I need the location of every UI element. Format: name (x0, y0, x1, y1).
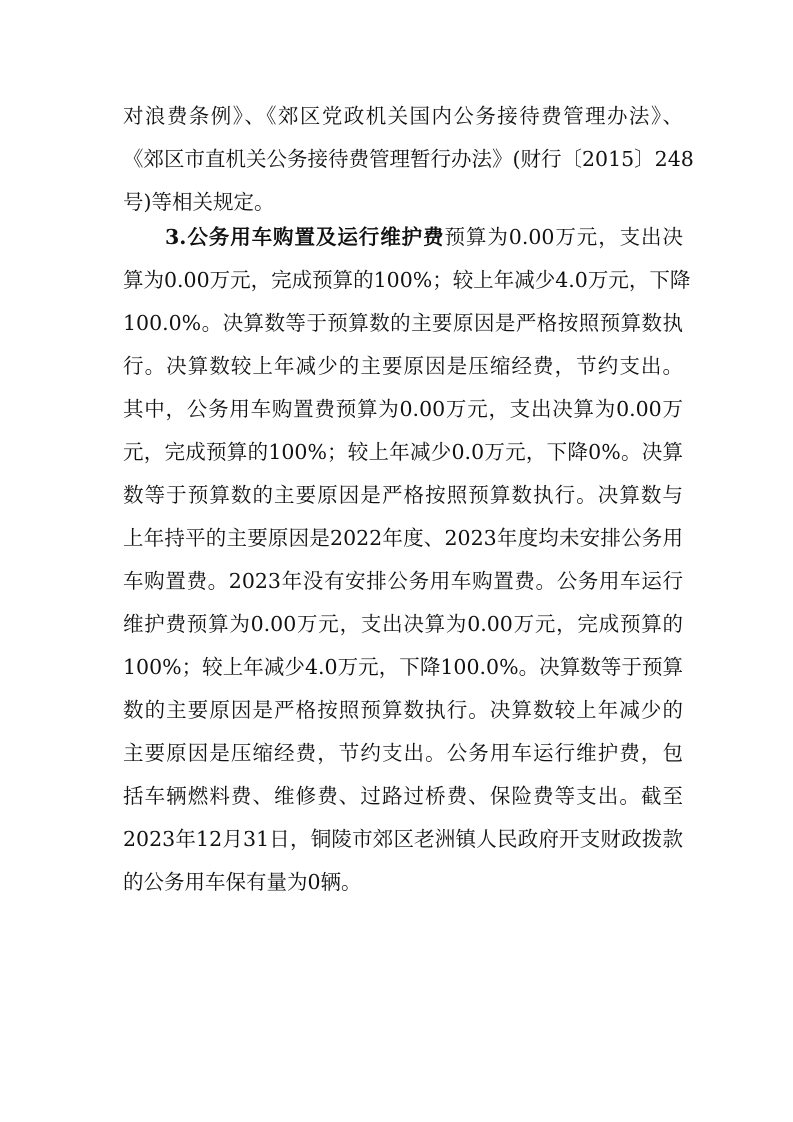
text-line: 其中，公务用车购置费预算为0.00万元，支出决算为0.00万 (123, 397, 683, 421)
text-line: 100%；较上年减少4.0万元，下降100.0%。决算数等于预算 (123, 655, 683, 679)
text-line: 括车辆燃料费、维修费、过路过桥费、保险费等支出。截至 (123, 784, 683, 808)
text-line: 维护费预算为0.00万元，支出决算为0.00万元，完成预算的 (123, 612, 683, 636)
text-line: 主要原因是压缩经费，节约支出。公务用车运行维护费，包 (123, 741, 683, 765)
text-line: 100.0%。决算数等于预算数的主要原因是严格按照预算数执 (123, 311, 683, 335)
text-line: 车购置费。2023年没有安排公务用车购置费。公务用车运行 (123, 569, 683, 593)
text-line: 算为0.00万元，完成预算的100%；较上年减少4.0万元，下降 (123, 268, 691, 292)
text-span: 预算为0.00万元，支出决 (444, 225, 683, 249)
text-line: 号)等相关规定。 (123, 190, 275, 214)
text-line: 元，完成预算的100%；较上年减少0.0万元，下降0%。决算 (123, 440, 683, 464)
text-line: 2023年12月31日，铜陵市郊区老洲镇人民政府开支财政拨款 (123, 827, 683, 851)
section-paragraph-first-line (165, 217, 683, 257)
text-line: 对浪费条例》、《郊区党政机关国内公务接待费管理办法》、 (123, 104, 683, 128)
text-line: 数的主要原因是严格按照预算数执行。决算数较上年减少的 (123, 698, 683, 722)
text-line: 的公务用车保有量为0辆。 (123, 870, 362, 894)
text-line: 数等于预算数的主要原因是严格按照预算数执行。决算数与 (123, 483, 683, 507)
text-line: 上年持平的主要原因是2022年度、2023年度均未安排公务用 (123, 526, 683, 550)
text-line: 行。决算数较上年减少的主要原因是压缩经费，节约支出。 (123, 354, 683, 378)
text-line: 《郊区市直机关公务接待费管理暂行办法》(财行〔2015〕248 (123, 147, 694, 171)
section-heading: 3.公务用车购置及运行维护费 (165, 225, 445, 249)
